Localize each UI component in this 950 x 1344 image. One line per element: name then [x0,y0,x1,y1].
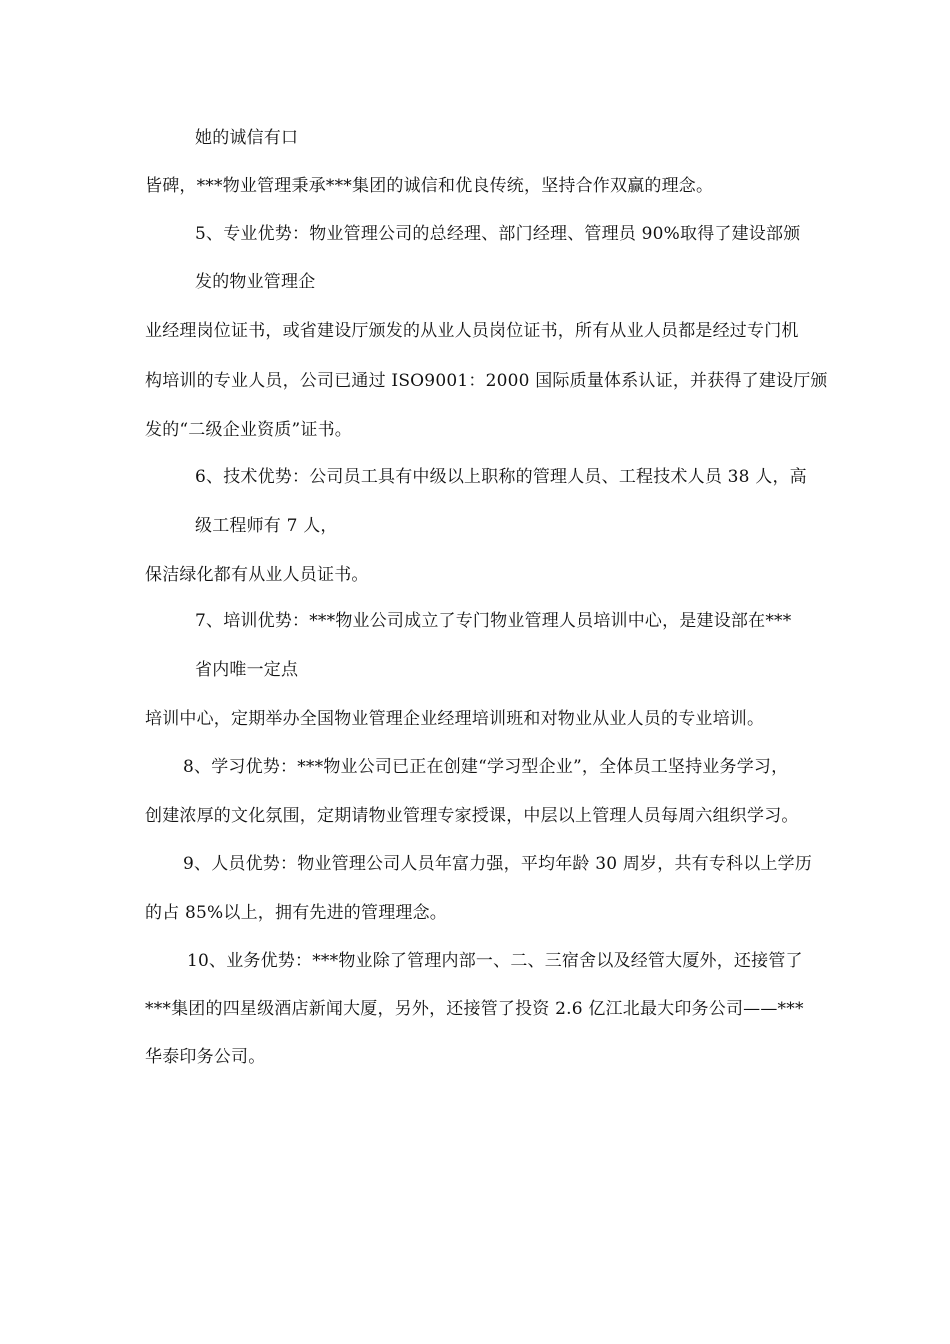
text-line: 10、业务优势：***物业除了管理内部一、二、三宿舍以及经管大厦外，还接管了 [187,951,803,971]
text-line: 9、人员优势：物业管理公司人员年富力强，平均年龄 30 周岁，共有专科以上学历 [183,854,813,874]
text-line: 发的物业管理企 [195,272,316,292]
text-line: 她的诚信有口 [195,128,299,148]
text-line: 业经理岗位证书，或省建设厅颁发的从业人员岗位证书，所有从业人员都是经过专门机 [145,321,799,341]
text-line: 的占 85%以上，拥有先进的管理理念。 [145,903,447,923]
text-line: 创建浓厚的文化氛围，定期请物业管理专家授课，中层以上管理人员每周六组织学习。 [145,806,799,826]
text-line: 省内唯一定点 [195,660,299,680]
text-line: 7、培训优势：***物业公司成立了专门物业管理人员培训中心，是建设部在*** [195,611,792,631]
text-line: 培训中心，定期举办全国物业管理企业经理培训班和对物业从业人员的专业培训。 [145,709,765,729]
text-line: 6、技术优势：公司员工具有中级以上职称的管理人员、工程技术人员 38 人，高 [195,467,807,487]
text-line: ***集团的四星级酒店新闻大厦，另外，还接管了投资 2.6 亿江北最大印务公司——*** [145,999,804,1019]
text-line: 皆碑，***物业管理秉承***集团的诚信和优良传统，坚持合作双赢的理念。 [145,176,714,196]
text-line: 发的“二级企业资质”证书。 [145,420,352,440]
text-line: 构培训的专业人员，公司已通过 ISO9001：2000 国际质量体系认证，并获得了建设厅颁 [145,371,828,391]
text-line: 5、专业优势：物业管理公司的总经理、部门经理、管理员 90%取得了建设部颁 [195,224,801,244]
text-line: 华泰印务公司。 [145,1047,266,1067]
text-line: 保洁绿化都有从业人员证书。 [145,565,369,585]
text-line: 级工程师有 7 人， [195,516,338,536]
text-line: 8、学习优势：***物业公司已正在创建“学习型企业”，全体员工坚持业务学习， [183,757,789,777]
